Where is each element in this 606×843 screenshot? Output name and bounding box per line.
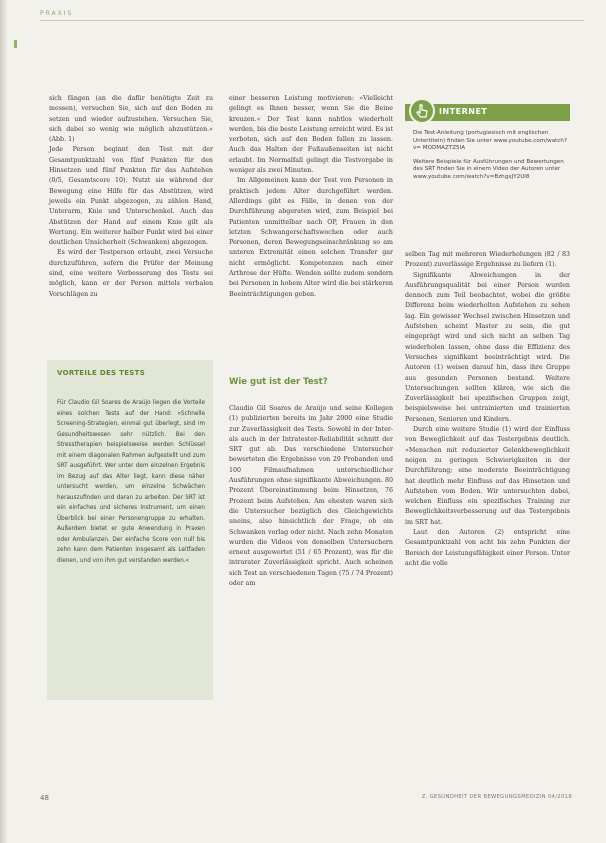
paragraph: Durch eine weitere Studie (1) wird der Einfluss von Beweglichkeit auf das Testergebnis deutlich. »Menschen mit reduzierter Gelenkbeweglichkeit neigen zu geringen Schwierigkeiten in der Durchführung; eine moderate Beeinträchtigung hat deutlich mehr Einfluss auf das Hinsetzen und Aufstehen vom Boden. Wir untersuchten dabei, welchen Einfluss ein spezifisches Training zur Beweglichkeitsverbesserung auf das Testergebnis im SRT hat. xyxy=(405,426,570,526)
scan-shadow xyxy=(0,0,8,843)
text-column-left xyxy=(49,94,213,300)
section-heading: Wie gut ist der Test? xyxy=(229,377,328,387)
margin-marker xyxy=(14,40,17,48)
page-number: 48 xyxy=(40,794,49,802)
box-text: Für Claudio Gil Soares de Araújo liegen die Vorteile eines solchen Tests auf der Hand: »Schnelle Screening-Strategien, einmal gut überlegt, sind im Gesundheitswesen sehr nützlich. Bei den Stresstherapien beispielsweise werden Schlüssel mit einem diagonalen Rahmen aufgestellt und zum SRT ausgeführt. Wer unter dem einzelnen Ergebnis im Bezug auf das Alter liegt, kann diese näher untersucht werden, um einzelne Schwächen herauszufinden und daran zu arbeiten. Der SRT ist ein einfaches und sicheres Instrument, um einen Überblick bei einer Personengruppe zu erhalten. Außerdem bietet er gute Anwendung in Praxen oder Ambulanzen. Der einfache Score von null bis zehn kann dem Patienten insgesamt als Leitfaden dienen, und von ihm gut verstanden werden.« xyxy=(57,400,205,564)
text-column-middle-lower xyxy=(229,404,393,589)
advantages-box xyxy=(47,360,213,700)
section-label: PRAXIS xyxy=(40,10,74,17)
internet-link-text[interactable]: Die Test-Anleitung (portugiesisch mit englischen Untertiteln) finden Sie unter www.youtube.com/watch?v= MODMAZTZ5IA xyxy=(413,130,567,152)
hand-cursor-icon xyxy=(409,98,435,124)
internet-link-text[interactable]: Weitere Beispiele für Ausführungen und Bewertungen des SRT finden Sie in einem Video der Autoren unter www.youtube.com/watch?v=BzhgxJY2Ui8 xyxy=(413,158,564,180)
paragraph: einer besseren Leistung motivieren: »Vielleicht gelingt es Ihnen besser, wenn Sie die Beine kreuzen.« Der Test kann nahtlos wiederholt werden, bis die beste Leistung erreicht wird. Es ist verboten, sich auf den Boden fallen zu lassen. Auch das Halten der Fußaußenseiten ist nicht erlaubt. Im Normalfall gelingt die Testvorgabe in weniger als zwei Minuten. xyxy=(229,95,393,175)
paragraph: Claudio Gil Soares de Araújo und seine Kollegen (1) publizierten bereits im Jahr 2000 eine Studie zur Zuverlässigkeit des Tests. Sowohl in der Inter- als auch in der Intratester-Reliabilität schnitt der SRT gut ab. Das verschiedene Untersucher bewerteten die Ergebnisse von 29 Probanden und 100 Filmaufnahmen unterschiedlicher Ausführungen ohne signifikante Abweichungen. 80 Prozent Übereinstimmung beim Hinsetzen, 76 Prozent beim Aufstehen. Am ehesten waren sich die Untersucher bezüglich des Gleichgewichts uneins, also hinsichtlich der Frage, ob ein Schwanken vorlag oder nicht. Nach zehn Monaten wurden die Videos von denselben Untersuchern erneut ausgewertet (51 / 65 Prozent), was für die intrarater Zuverlässigkeit spricht. Auch scheinen sich Test an verschiedenen Tagen (75 / 74 Prozent) oder am xyxy=(229,405,393,588)
internet-title: INTERNET xyxy=(439,107,488,116)
paragraph: Jede Person beginnt den Test mit der Gesamtpunktzahl von fünf Punkten für den Hinsetzen und fünf Punkten für das Aufstehen (0/5, Gesamtscore 10). Nutzt sie während der Bewegung eine Hilfe für das Abstützen, wird jeweils ein Punkt abgezogen, zu zählen Hand, Unterarm, Knie und Unterschenkel. Auch das Abstützen der Hand auf einem Knie gilt als Wertung. Ein weiterer halber Punkt wird bei einer deutlichen Unsicherheit (Schwanken) abgezogen. xyxy=(49,146,213,247)
journal-footer: Z. GESUNDHEIT DER BEWEGUNGSMEDIZIN 04/2018 xyxy=(421,794,572,800)
text-column-right xyxy=(405,250,570,569)
box-title: VORTEILE DES TESTS xyxy=(57,369,146,377)
paragraph: Laut den Autoren (2) entspricht eine Gesamtpunktzahl von acht bis zehn Punkten der Bereich der Leistungsfähigkeit einer Person. Unter acht die volle xyxy=(405,529,570,567)
paragraph: Signifikante Abweichungen in der Ausführungsqualität bei einer Person wurden dennoch zum Teil beobachtet, wobei die größte Differenz beim wiederholten Aufstehen zu sehen lag. Ein gewisser Wechsel zwischen Hinsetzen und Aufstehen scheint Master zu sein, die gut eingeprägt wird und sich nicht an selben Tag wiederholen lassen, ohne dass die Effizienz des Versuches signifikant beeinträchtigt wird. Die Autoren (1) weisen darauf hin, dass ihre Gruppe aus gesunden Personen bestand. Weitere Untersuchungen sollten klären, wie sich die Zuverlässigkeit bei spezifischen Gruppen zeigt, beispielsweise bei untrainierten und trainierten Personen, Senioren und Kindern. xyxy=(405,271,570,423)
paragraph: Im Allgemeinen kann der Test von Personen in praktisch jedem Alter durchgeführt werden. Allerdings gibt es Fälle, in denen von der Durchführung abgeraten wird, zum Beispiel bei Patienten unmittelbar nach OP, Frauen in den letzten Schwangerschaftswochen oder auch Personen, deren Bewegungseinschränkung so am unteren Extremität einen solchen Transfer gar nicht ermöglicht. Kompetenzen nach einer Arthrose der Hüfte. Wenden sollte zudem sondern bei Personen in hohem Alter wird die bei stärkeren Beeinträchtigungen geben. xyxy=(229,177,393,298)
text-column-middle xyxy=(229,94,393,300)
paragraph: sich fängen (an die dafür benötigte Zeit zu messen), versuchen Sie, sich auf den Boden zu setzen und wieder aufzustehen. Versuchen Sie, sich dabei so wenig wie möglich abzustützen.« (Abb. 1) xyxy=(49,95,213,144)
internet-text xyxy=(413,130,569,188)
paragraph: Es wird der Testperson erlaubt, zwei Versuche durchzuführen, sofern die Prüfer der Meinung sind, eine weitere Verbesserung des Tests sei möglich, kann er der Person mittels verbalen Vorschlägen zu xyxy=(49,249,213,298)
internet-box xyxy=(405,100,570,235)
paragraph: selben Tag mit mehreren Wiederholungen (82 / 83 Prozent) zuverlässige Ergebnisse zu liefern (1). xyxy=(405,251,570,269)
header-rule xyxy=(40,20,584,21)
